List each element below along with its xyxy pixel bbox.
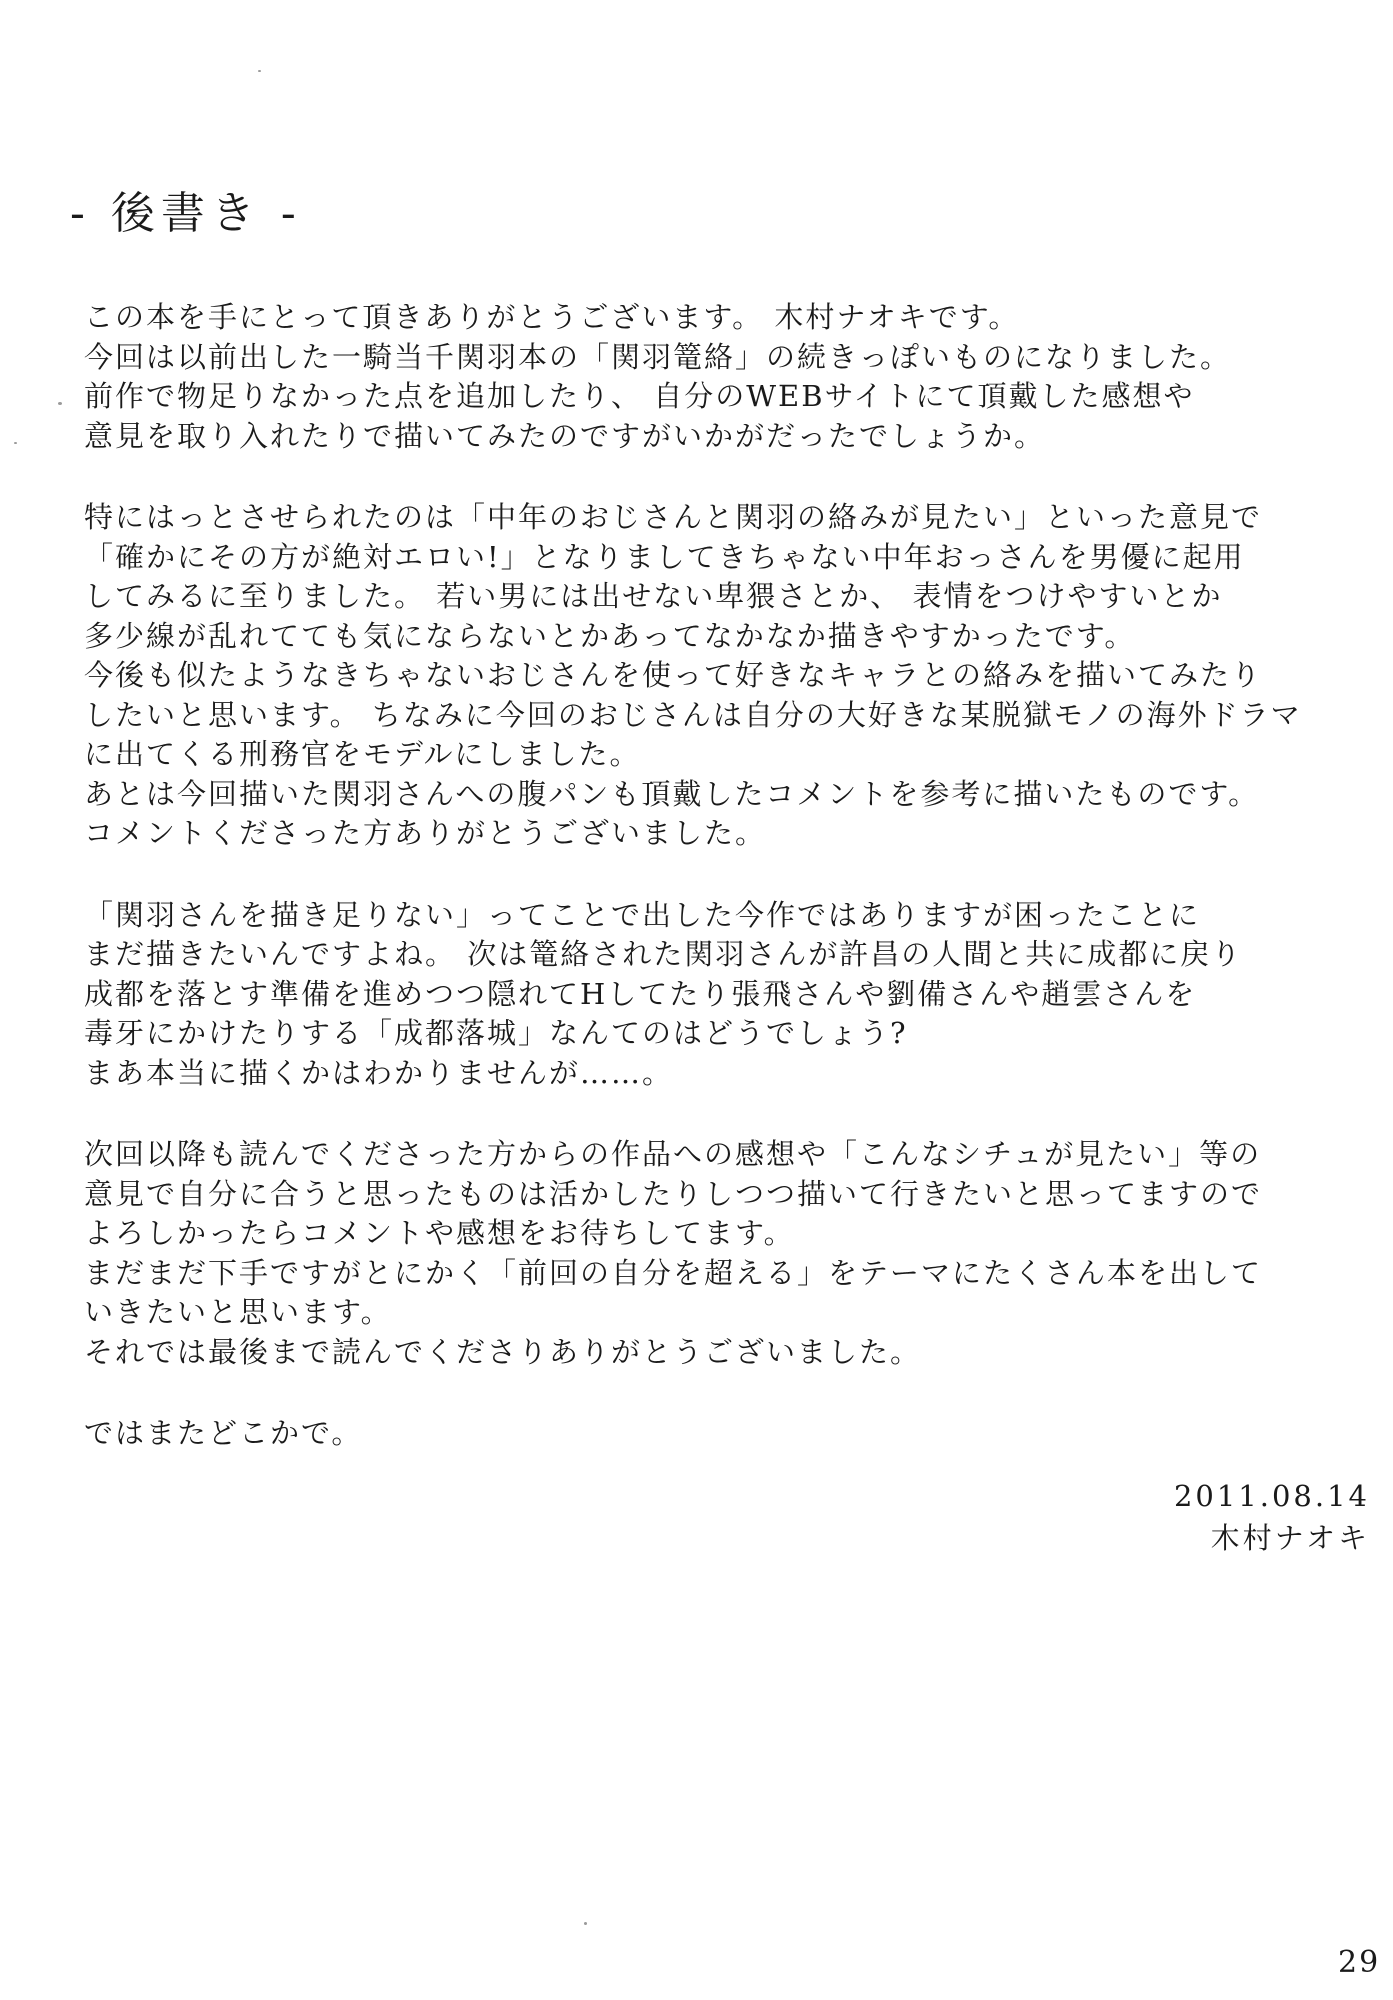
text-line: それでは最後まで読んでくださりありがとうございました。 — [84, 1334, 922, 1369]
text-line: まだ描きたいんですよね。 次は篭絡された関羽さんが許昌の人間と共に成都に戻り — [84, 937, 1243, 971]
page-title: - 後書き - — [70, 188, 302, 239]
paragraph-3 — [84, 896, 1324, 1094]
text-line: 今後も似たようなきちゃないおじさんを使って好きなキャラとの絡みを描いてみたり — [84, 658, 1263, 692]
text-line: 「確かにその方が絶対エロい!」となりましてきちゃない中年おっさんを男優に起用 — [84, 539, 1245, 574]
text-line: いきたいと思います。 — [84, 1295, 392, 1329]
text-line: 成都を落とす準備を進めつつ隠れてHしてたり張飛さんや劉備さんや趙雲さんを — [84, 976, 1197, 1011]
signature-date: 2011.08.14 — [1173, 1479, 1370, 1513]
text-line: まあ本当に描くかはわかりませんが……。 — [84, 1055, 674, 1090]
scan-speck — [258, 70, 261, 72]
text-line: 今回は以前出した一騎当千関羽本の「関羽篭絡」の続きっぽいものになりました。 — [84, 339, 1232, 374]
text-line: してみるに至りました。 若い男には出せない卑猥さとか、 表情をつけやすいとか — [84, 579, 1223, 613]
scan-speck — [58, 402, 62, 405]
paragraph-2 — [84, 498, 1324, 854]
afterword-body — [84, 298, 1324, 1496]
text-line: 特にはっとさせられたのは「中年のおじさんと関羽の絡みが見たい」といった意見で — [84, 500, 1263, 534]
text-line: したいと思います。 ちなみに今回のおじさんは自分の大好きな某脱獄モノの海外ドラマ — [84, 697, 1302, 732]
text-line: 多少線が乱れてても気にならないとかあってなかなか描きやすかったです。 — [84, 618, 1136, 653]
scan-speck — [14, 442, 17, 444]
text-line: まだまだ下手ですがとにかく「前回の自分を超える」をテーマにたくさん本を出して — [84, 1255, 1263, 1290]
text-line: 次回以降も読んでくださった方からの作品への感想や「こんなシチュが見たい」等の — [84, 1137, 1262, 1171]
text-line: 毒牙にかけたりする「成都落城」なんてのはどうでしょう? — [84, 1016, 908, 1050]
text-line: に出てくる刑務官をモデルにしました。 — [84, 737, 641, 771]
text-line: 前作で物足りなかった点を追加したり、 自分のWEBサイトにて頂戴した感想や — [84, 379, 1195, 413]
text-line: よろしかったらコメントや感想をお待ちしてます。 — [84, 1216, 795, 1250]
signature-block — [1130, 1475, 1370, 1559]
paragraph-5 — [84, 1414, 1324, 1454]
text-line: コメントくださった方ありがとうございました。 — [84, 816, 767, 850]
text-line: ではまたどこかで。 — [84, 1416, 363, 1450]
text-line: 意見を取り入れたりで描いてみたのですがいかがだったでしょうか。 — [84, 418, 1046, 453]
paragraph-1 — [84, 298, 1324, 456]
page-number: 29 — [1338, 1945, 1381, 1980]
text-line: 意見で自分に合うと思ったものは活かしたりしつつ描いて行きたいと思ってますので — [84, 1176, 1263, 1211]
signature-author: 木村ナオキ — [1210, 1521, 1370, 1555]
paragraph-4 — [84, 1135, 1324, 1372]
text-line: あとは今回描いた関羽さんへの腹パンも頂戴したコメントを参考に描いたものです。 — [84, 776, 1260, 811]
text-line: 「関羽さんを描き足りない」ってことで出した今作ではありますが困ったことに — [84, 897, 1201, 932]
text-line: この本を手にとって頂きありがとうございます。 木村ナオキです。 — [84, 300, 1020, 334]
scan-speck — [584, 1922, 587, 1925]
